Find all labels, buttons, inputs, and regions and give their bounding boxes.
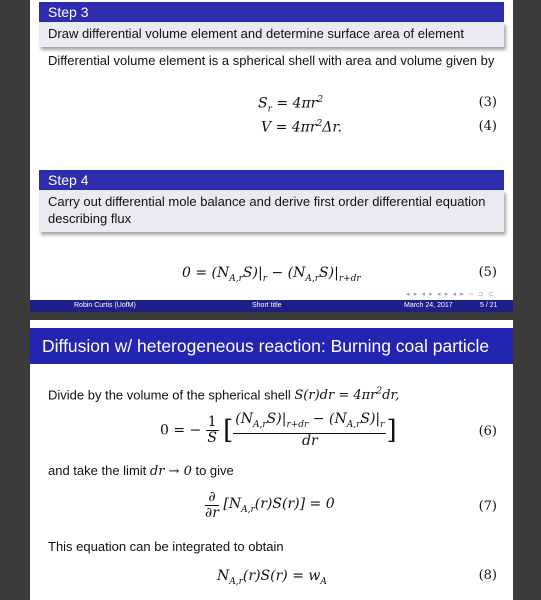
equation-5-math (182, 265, 361, 284)
equation-6-number: (6) (478, 424, 497, 439)
para2-text-a: and take the limit (48, 463, 150, 478)
equation-8-number: (8) (478, 568, 497, 583)
eq8-sub: A,r (229, 576, 243, 587)
equation-7-number: (7) (478, 499, 497, 514)
footer-author: Robin Curtis (UofM) (74, 302, 136, 309)
eq6-num-sub-c: A,r (346, 419, 361, 430)
eq3-lhs: S (258, 95, 268, 112)
eq5-part-b: S)| (242, 265, 263, 281)
eq5-part-d: S)| (319, 265, 339, 281)
eq4-tail: Δr. (322, 119, 343, 136)
eq3-rhs: = 4πr (271, 95, 318, 112)
eq7-partial-derivative (205, 490, 219, 521)
block-body-step3: Draw differential volume element and determine surface area of element (39, 22, 504, 47)
eq6-fraction-1-over-s (206, 415, 219, 446)
eq6-fraction-difference (233, 412, 386, 449)
eq6-denominator: dr (302, 432, 318, 449)
block-title-step4: Step 4 (39, 170, 504, 190)
eq3-rhs-sup: 2 (317, 95, 324, 105)
para1-math (294, 388, 399, 403)
eq7-part-a: [N (223, 496, 242, 513)
eq4-rhs-sup: 2 (316, 119, 323, 129)
footer-date: March 24, 2017 (404, 302, 453, 309)
para1-math-tail: dr, (382, 388, 400, 404)
equation-3-number: (3) (478, 95, 497, 110)
eq8-part-a: N (217, 568, 230, 584)
eq7-body (223, 496, 335, 515)
slide-burning-coal-particle (30, 320, 513, 600)
eq6-num-a: (N (235, 411, 253, 427)
eq6-numerator (233, 412, 386, 434)
block-step4 (39, 170, 504, 232)
para2-text-b: to give (191, 463, 234, 478)
paragraph-shell-description: Differential volume element is a spherical shell with area and volume given by (48, 53, 495, 68)
footer-short-title: Short title (252, 302, 282, 309)
eq5-sub-c: A,r (305, 273, 320, 284)
eq4-lhs: V (261, 119, 272, 136)
equation-3 (30, 95, 513, 117)
beamer-navigation-symbols[interactable]: ◂ ▸ ◂ ▸ ◂ ▸ ◂ ▸ ∽ ⊃ ⊂ (406, 290, 495, 298)
eq8-sub2: A (320, 576, 327, 587)
block-body-step4: Carry out differential mole balance and derive first order differential equation describing flux (39, 190, 504, 232)
para1-math-main: S(r)dr = 4πr (294, 388, 377, 404)
equation-6 (30, 412, 513, 454)
eq7-sub: A,r (241, 504, 255, 515)
slide-step3-step4 (30, 0, 513, 312)
eq5-sub-d: r+dr (338, 273, 361, 284)
slide-footer (30, 300, 513, 312)
eq6-num-sub-b: r+dr (286, 419, 309, 430)
eq6-num-sub-a: A,r (252, 419, 267, 430)
equation-7 (30, 490, 513, 528)
equation-7-math (205, 490, 335, 521)
eq6-num-d: S)| (360, 411, 381, 427)
eq7-frac-numerator: ∂ (205, 490, 219, 506)
eq6-left-bracket: [ (223, 415, 234, 446)
eq6-frac1-denominator: S (207, 429, 217, 446)
eq7-frac-denominator: ∂r (205, 505, 219, 521)
block-title-step3: Step 3 (39, 2, 504, 22)
equation-4 (30, 119, 513, 141)
equation-5 (30, 265, 513, 287)
eq6-num-b: S)| (266, 411, 287, 427)
para1-math-sup: 2 (376, 387, 383, 397)
equation-8-math (217, 568, 327, 587)
paragraph-divide-by-volume (48, 384, 498, 404)
eq6-num-sub-d: r (380, 419, 385, 430)
eq7-part-b: (r)S(r)] = 0 (254, 496, 335, 513)
paragraph-take-limit (48, 462, 498, 480)
eq6-num-c: − (N (308, 411, 347, 427)
eq4-rhs: = 4πr (271, 119, 317, 136)
eq3-lhs-sub: r (267, 104, 272, 115)
eq5-part-c: − (N (267, 265, 306, 281)
equation-5-number: (5) (478, 265, 497, 280)
eq5-part-a: 0 = (N (182, 265, 230, 281)
equation-3-math (258, 95, 323, 114)
equation-4-math (261, 119, 342, 136)
para2-math: dr → 0 (149, 464, 192, 479)
paragraph-integrate: This equation can be integrated to obtain (48, 539, 284, 554)
eq8-part-b: (r)S(r) = w (242, 568, 321, 584)
para1-text: Divide by the volume of the spherical shell (48, 387, 295, 403)
footer-page-number: 5 / 21 (480, 302, 498, 309)
frame-title: Diffusion w/ heterogeneous reaction: Burning coal particle (30, 328, 513, 364)
block-step3 (39, 2, 504, 47)
eq6-right-bracket: ] (386, 415, 397, 446)
eq5-sub-a: A,r (229, 273, 243, 284)
eq6-frac1-numerator: 1 (207, 413, 217, 430)
eq5-sub-b: r (262, 273, 268, 284)
eq6-lhs: 0 = − (160, 422, 202, 439)
equation-4-number: (4) (478, 119, 497, 134)
equation-6-math (160, 412, 397, 449)
equation-8 (30, 568, 513, 590)
